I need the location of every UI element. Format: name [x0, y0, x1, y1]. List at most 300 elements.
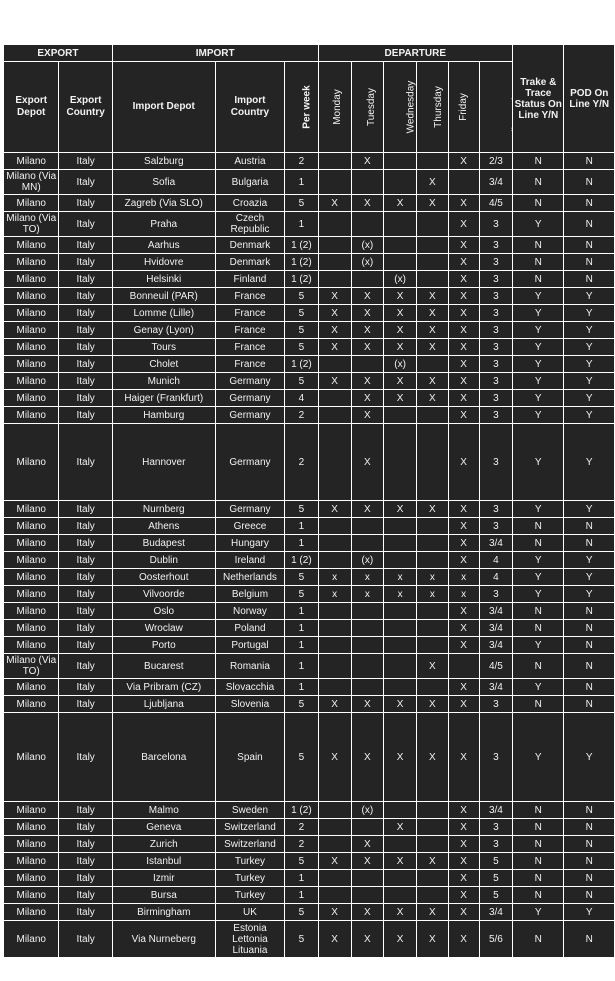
export-depot-cell: Milano — [4, 569, 58, 585]
export-depot-cell: Milano — [4, 887, 58, 903]
friday-cell: X — [449, 904, 479, 920]
per-week-label: Per week — [301, 85, 313, 129]
thursday-cell — [417, 212, 447, 236]
thursday-cell: X — [417, 339, 447, 355]
track-trace-cell: Y — [513, 552, 563, 568]
wednesday-cell — [384, 603, 416, 619]
per-week-cell: 5 — [285, 501, 317, 517]
table-body — [4, 153, 614, 957]
pod-cell: N — [564, 679, 614, 695]
wednesday-cell — [384, 170, 416, 194]
import-country-cell: Hungary — [216, 535, 285, 551]
import-country-cell: France — [216, 356, 285, 372]
table-row — [4, 195, 614, 211]
friday-cell: X — [449, 535, 479, 551]
wednesday-cell: X — [384, 713, 416, 801]
export-depot-cell: Milano — [4, 373, 58, 389]
tuesday-cell: (x) — [352, 237, 383, 253]
delivery-time-cell: 3/4 — [480, 802, 512, 818]
import-depot-cell: Praha — [113, 212, 215, 236]
wednesday-cell — [384, 237, 416, 253]
track-trace-cell: N — [513, 254, 563, 270]
delivery-time-cell: 5 — [480, 887, 512, 903]
per-week-cell: 1 — [285, 603, 317, 619]
monday-cell: x — [319, 569, 351, 585]
pod-cell: Y — [564, 390, 614, 406]
tuesday-cell: X — [352, 713, 383, 801]
export-depot-cell: Milano — [4, 552, 58, 568]
wednesday-cell — [384, 679, 416, 695]
import-country-cell: Germany — [216, 424, 285, 500]
export-country-cell: Italy — [59, 212, 111, 236]
table-row — [4, 322, 614, 338]
table-row — [4, 424, 614, 500]
tuesday-cell: X — [352, 373, 383, 389]
tuesday-cell: x — [352, 586, 383, 602]
track-trace-cell: Y — [513, 679, 563, 695]
import-depot-cell: Barcelona — [113, 713, 215, 801]
monday-cell — [319, 802, 351, 818]
pod-cell: Y — [564, 288, 614, 304]
import-depot-cell: Nurnberg — [113, 501, 215, 517]
tuesday-cell — [352, 637, 383, 653]
export-depot-cell: Milano — [4, 271, 58, 287]
table-row — [4, 535, 614, 551]
wednesday-cell: X — [384, 339, 416, 355]
thursday-cell — [417, 254, 447, 270]
per-week-cell: 1 — [285, 654, 317, 678]
table-row — [4, 569, 614, 585]
export-depot-cell: Milano — [4, 870, 58, 886]
monday-cell — [319, 518, 351, 534]
export-country-cell: Italy — [59, 637, 111, 653]
import-depot-cell: Porto — [113, 637, 215, 653]
thursday-cell: X — [417, 170, 447, 194]
delivery-time-cell: 3 — [480, 407, 512, 423]
import-country-cell: Estonia Lettonia Lituania — [216, 921, 285, 957]
tuesday-cell — [352, 170, 383, 194]
import-country-cell: France — [216, 305, 285, 321]
per-week-cell: 5 — [285, 339, 317, 355]
per-week-cell: 1 — [285, 212, 317, 236]
monday-cell — [319, 603, 351, 619]
wednesday-cell — [384, 836, 416, 852]
track-trace-cell: N — [513, 870, 563, 886]
delivery-time-cell: 3/4 — [480, 679, 512, 695]
group-header-row — [4, 45, 614, 61]
export-depot-cell: Milano — [4, 153, 58, 169]
thursday-cell: X — [417, 390, 447, 406]
table-row — [4, 305, 614, 321]
wednesday-cell — [384, 637, 416, 653]
monday-cell — [319, 271, 351, 287]
track-trace-cell: N — [513, 195, 563, 211]
monday-cell — [319, 679, 351, 695]
delivery-time-cell: 5 — [480, 853, 512, 869]
pod-cell: Y — [564, 373, 614, 389]
tuesday-cell: X — [352, 153, 383, 169]
per-week-cell: 5 — [285, 322, 317, 338]
pod-cell: N — [564, 195, 614, 211]
export-group-header: EXPORT — [4, 45, 112, 61]
export-depot-cell: Milano — [4, 195, 58, 211]
import-depot-cell: Via Pribram (CZ) — [113, 679, 215, 695]
wednesday-cell: X — [384, 819, 416, 835]
tuesday-cell — [352, 603, 383, 619]
export-country-cell: Italy — [59, 390, 111, 406]
delivery-time-cell: 4 — [480, 569, 512, 585]
pod-cell: N — [564, 836, 614, 852]
pod-cell: N — [564, 603, 614, 619]
pod-cell: Y — [564, 569, 614, 585]
per-week-cell: 1 — [285, 887, 317, 903]
pod-cell: N — [564, 620, 614, 636]
track-trace-cell: Y — [513, 569, 563, 585]
import-depot-cell: Zagreb (Via SLO) — [113, 195, 215, 211]
export-country-cell: Italy — [59, 170, 111, 194]
table-row — [4, 552, 614, 568]
friday-cell: X — [449, 836, 479, 852]
export-depot-cell: Milano — [4, 237, 58, 253]
delivery-time-cell: 3 — [480, 518, 512, 534]
table-row — [4, 603, 614, 619]
thursday-cell — [417, 603, 447, 619]
export-country-header: Export Country — [59, 62, 111, 152]
wednesday-cell: X — [384, 696, 416, 712]
per-week-cell: 5 — [285, 569, 317, 585]
per-week-cell: 2 — [285, 836, 317, 852]
table-row — [4, 237, 614, 253]
wednesday-cell — [384, 887, 416, 903]
table-row — [4, 254, 614, 270]
monday-cell: X — [319, 288, 351, 304]
export-depot-cell: Milano — [4, 322, 58, 338]
import-depot-cell: Helsinki — [113, 271, 215, 287]
export-depot-cell: Milano — [4, 637, 58, 653]
per-week-cell: 1 — [285, 620, 317, 636]
track-trace-cell: N — [513, 518, 563, 534]
table-row — [4, 339, 614, 355]
track-trace-cell: Y — [513, 501, 563, 517]
thursday-header — [417, 62, 447, 152]
wednesday-cell: x — [384, 569, 416, 585]
track-trace-cell: N — [513, 819, 563, 835]
track-trace-cell: Y — [513, 424, 563, 500]
monday-header — [319, 62, 351, 152]
per-week-cell: 5 — [285, 853, 317, 869]
per-week-cell: 5 — [285, 921, 317, 957]
per-week-cell: 4 — [285, 390, 317, 406]
delivery-time-cell: 3 — [480, 254, 512, 270]
table-row — [4, 713, 614, 801]
friday-header — [449, 62, 479, 152]
wednesday-cell — [384, 212, 416, 236]
export-country-cell: Italy — [59, 552, 111, 568]
export-country-cell: Italy — [59, 802, 111, 818]
import-country-cell: Slovacchia — [216, 679, 285, 695]
wednesday-cell: X — [384, 322, 416, 338]
pod-cell: N — [564, 254, 614, 270]
track-trace-cell: N — [513, 696, 563, 712]
wednesday-cell: X — [384, 390, 416, 406]
export-depot-cell: Milano — [4, 921, 58, 957]
friday-label: Friday — [457, 93, 469, 121]
wednesday-cell — [384, 254, 416, 270]
export-country-cell: Italy — [59, 322, 111, 338]
export-depot-cell: Milano — [4, 254, 58, 270]
friday-cell: X — [449, 802, 479, 818]
track-trace-cell: N — [513, 535, 563, 551]
monday-cell — [319, 153, 351, 169]
pod-cell: Y — [564, 305, 614, 321]
pod-cell: Y — [564, 904, 614, 920]
export-depot-cell: Milano (Via TO) — [4, 654, 58, 678]
monday-cell: X — [319, 305, 351, 321]
import-country-cell: Slovenia — [216, 696, 285, 712]
pod-cell: Y — [564, 339, 614, 355]
import-country-cell: Switzerland — [216, 836, 285, 852]
import-depot-cell: Malmo — [113, 802, 215, 818]
table-row — [4, 390, 614, 406]
import-country-cell: Belgium — [216, 586, 285, 602]
wednesday-cell: (x) — [384, 356, 416, 372]
thursday-cell — [417, 836, 447, 852]
track-trace-cell: Y — [513, 288, 563, 304]
wednesday-cell: X — [384, 305, 416, 321]
friday-cell: X — [449, 305, 479, 321]
import-country-cell: Austria — [216, 153, 285, 169]
friday-cell: X — [449, 390, 479, 406]
delivery-time-cell: 3 — [480, 586, 512, 602]
export-country-cell: Italy — [59, 887, 111, 903]
import-depot-cell: Sofia — [113, 170, 215, 194]
wednesday-cell: X — [384, 373, 416, 389]
thursday-cell: X — [417, 853, 447, 869]
monday-cell — [319, 819, 351, 835]
import-country-cell: France — [216, 288, 285, 304]
tuesday-cell: x — [352, 569, 383, 585]
import-depot-cell: Bursa — [113, 887, 215, 903]
table-row — [4, 802, 614, 818]
import-country-cell: Romania — [216, 654, 285, 678]
export-depot-cell: Milano — [4, 603, 58, 619]
export-country-cell: Italy — [59, 870, 111, 886]
import-depot-cell: Bucarest — [113, 654, 215, 678]
import-depot-cell: Birmingham — [113, 904, 215, 920]
monday-cell: X — [319, 195, 351, 211]
friday-cell: X — [449, 254, 479, 270]
thursday-cell: X — [417, 373, 447, 389]
thursday-cell: X — [417, 713, 447, 801]
export-country-cell: Italy — [59, 654, 111, 678]
export-country-cell: Italy — [59, 586, 111, 602]
wednesday-cell — [384, 870, 416, 886]
track-trace-cell: Y — [513, 356, 563, 372]
import-depot-cell: Ljubljana — [113, 696, 215, 712]
tuesday-header — [352, 62, 383, 152]
import-country-cell: Sweden — [216, 802, 285, 818]
tuesday-cell: X — [352, 853, 383, 869]
table-row — [4, 153, 614, 169]
monday-cell: X — [319, 921, 351, 957]
pod-cell: Y — [564, 356, 614, 372]
friday-cell — [449, 170, 479, 194]
delivery-time-cell: 3 — [480, 305, 512, 321]
per-week-cell: 5 — [285, 305, 317, 321]
export-depot-cell: Milano (Via MN) — [4, 170, 58, 194]
thursday-cell — [417, 819, 447, 835]
export-country-cell: Italy — [59, 501, 111, 517]
delivery-time-cell: 3 — [480, 322, 512, 338]
import-country-cell: Norway — [216, 603, 285, 619]
import-depot-cell: Vilvoorde — [113, 586, 215, 602]
export-depot-cell: Milano — [4, 501, 58, 517]
friday-cell: X — [449, 853, 479, 869]
export-country-cell: Italy — [59, 254, 111, 270]
import-depot-cell: Dublin — [113, 552, 215, 568]
tuesday-cell: X — [352, 424, 383, 500]
per-week-cell: 1 (2) — [285, 356, 317, 372]
monday-cell — [319, 637, 351, 653]
wednesday-cell: X — [384, 288, 416, 304]
thursday-cell — [417, 802, 447, 818]
export-country-cell: Italy — [59, 620, 111, 636]
table-row — [4, 407, 614, 423]
import-country-cell: Switzerland — [216, 819, 285, 835]
monday-cell: X — [319, 373, 351, 389]
thursday-cell: X — [417, 501, 447, 517]
export-country-cell: Italy — [59, 288, 111, 304]
monday-cell: X — [319, 713, 351, 801]
delivery-time-cell: 3 — [480, 819, 512, 835]
table-row — [4, 654, 614, 678]
export-depot-cell: Milano — [4, 407, 58, 423]
track-trace-cell: Y — [513, 390, 563, 406]
per-week-cell: 1 — [285, 518, 317, 534]
friday-cell: X — [449, 153, 479, 169]
thursday-cell — [417, 271, 447, 287]
import-group-header: IMPORT — [113, 45, 318, 61]
export-country-cell: Italy — [59, 569, 111, 585]
export-depot-cell: Milano — [4, 424, 58, 500]
export-depot-cell: Milano — [4, 819, 58, 835]
per-week-cell: 1 (2) — [285, 802, 317, 818]
thursday-cell: x — [417, 586, 447, 602]
track-trace-cell: N — [513, 170, 563, 194]
import-country-cell: Turkey — [216, 870, 285, 886]
delivery-time-label — [511, 65, 512, 149]
tuesday-cell — [352, 819, 383, 835]
wednesday-cell — [384, 802, 416, 818]
wednesday-cell — [384, 407, 416, 423]
export-country-cell: Italy — [59, 518, 111, 534]
monday-cell — [319, 356, 351, 372]
wednesday-cell: X — [384, 195, 416, 211]
pod-cell: N — [564, 853, 614, 869]
import-depot-cell: Aarhus — [113, 237, 215, 253]
thursday-cell — [417, 424, 447, 500]
tuesday-cell — [352, 679, 383, 695]
monday-cell — [319, 424, 351, 500]
export-country-cell: Italy — [59, 305, 111, 321]
import-country-cell: Germany — [216, 501, 285, 517]
monday-cell — [319, 870, 351, 886]
monday-cell — [319, 535, 351, 551]
import-depot-cell: Cholet — [113, 356, 215, 372]
friday-cell: X — [449, 407, 479, 423]
import-country-cell: Czech Republic — [216, 212, 285, 236]
track-trace-cell: N — [513, 853, 563, 869]
per-week-cell: 2 — [285, 424, 317, 500]
track-trace-cell: Y — [513, 713, 563, 801]
wednesday-cell — [384, 654, 416, 678]
table-row — [4, 518, 614, 534]
export-depot-cell: Milano — [4, 356, 58, 372]
wednesday-cell: (x) — [384, 271, 416, 287]
import-depot-cell: Salzburg — [113, 153, 215, 169]
export-depot-cell: Milano — [4, 586, 58, 602]
monday-cell — [319, 170, 351, 194]
monday-cell — [319, 212, 351, 236]
export-country-cell: Italy — [59, 424, 111, 500]
wednesday-cell — [384, 620, 416, 636]
pod-cell: N — [564, 153, 614, 169]
tuesday-cell — [352, 212, 383, 236]
pod-cell: Y — [564, 501, 614, 517]
import-country-cell: Bulgaria — [216, 170, 285, 194]
export-country-cell: Italy — [59, 904, 111, 920]
table-row — [4, 271, 614, 287]
tuesday-cell: (x) — [352, 254, 383, 270]
friday-cell: X — [449, 373, 479, 389]
table-row — [4, 373, 614, 389]
per-week-cell: 5 — [285, 696, 317, 712]
friday-cell: X — [449, 356, 479, 372]
export-depot-cell: Milano — [4, 802, 58, 818]
export-country-cell: Italy — [59, 819, 111, 835]
thursday-cell: X — [417, 921, 447, 957]
monday-cell — [319, 887, 351, 903]
export-depot-cell: Milano — [4, 713, 58, 801]
tuesday-cell — [352, 356, 383, 372]
import-depot-cell: Istanbul — [113, 853, 215, 869]
import-country-cell: Denmark — [216, 254, 285, 270]
thursday-label: Thursday — [433, 86, 445, 128]
export-depot-cell: Milano (Via TO) — [4, 212, 58, 236]
export-country-cell: Italy — [59, 339, 111, 355]
delivery-time-cell: 5/6 — [480, 921, 512, 957]
tuesday-cell — [352, 654, 383, 678]
wednesday-label: Wednesday — [405, 80, 417, 134]
delivery-time-cell: 4/5 — [480, 195, 512, 211]
schedule-table-wrapper — [3, 44, 613, 958]
track-trace-cell: N — [513, 603, 563, 619]
export-country-cell: Italy — [59, 713, 111, 801]
import-depot-cell: Oosterhout — [113, 569, 215, 585]
track-trace-cell: Y — [513, 305, 563, 321]
tuesday-cell: X — [352, 322, 383, 338]
delivery-time-cell: 2/3 — [480, 153, 512, 169]
import-country-cell: Greece — [216, 518, 285, 534]
tuesday-cell: (x) — [352, 802, 383, 818]
monday-cell: X — [319, 853, 351, 869]
per-week-cell: 1 (2) — [285, 552, 317, 568]
tuesday-cell — [352, 887, 383, 903]
monday-cell: X — [319, 501, 351, 517]
delivery-time-cell: 3 — [480, 271, 512, 287]
delivery-time-cell: 3 — [480, 713, 512, 801]
friday-cell: X — [449, 212, 479, 236]
